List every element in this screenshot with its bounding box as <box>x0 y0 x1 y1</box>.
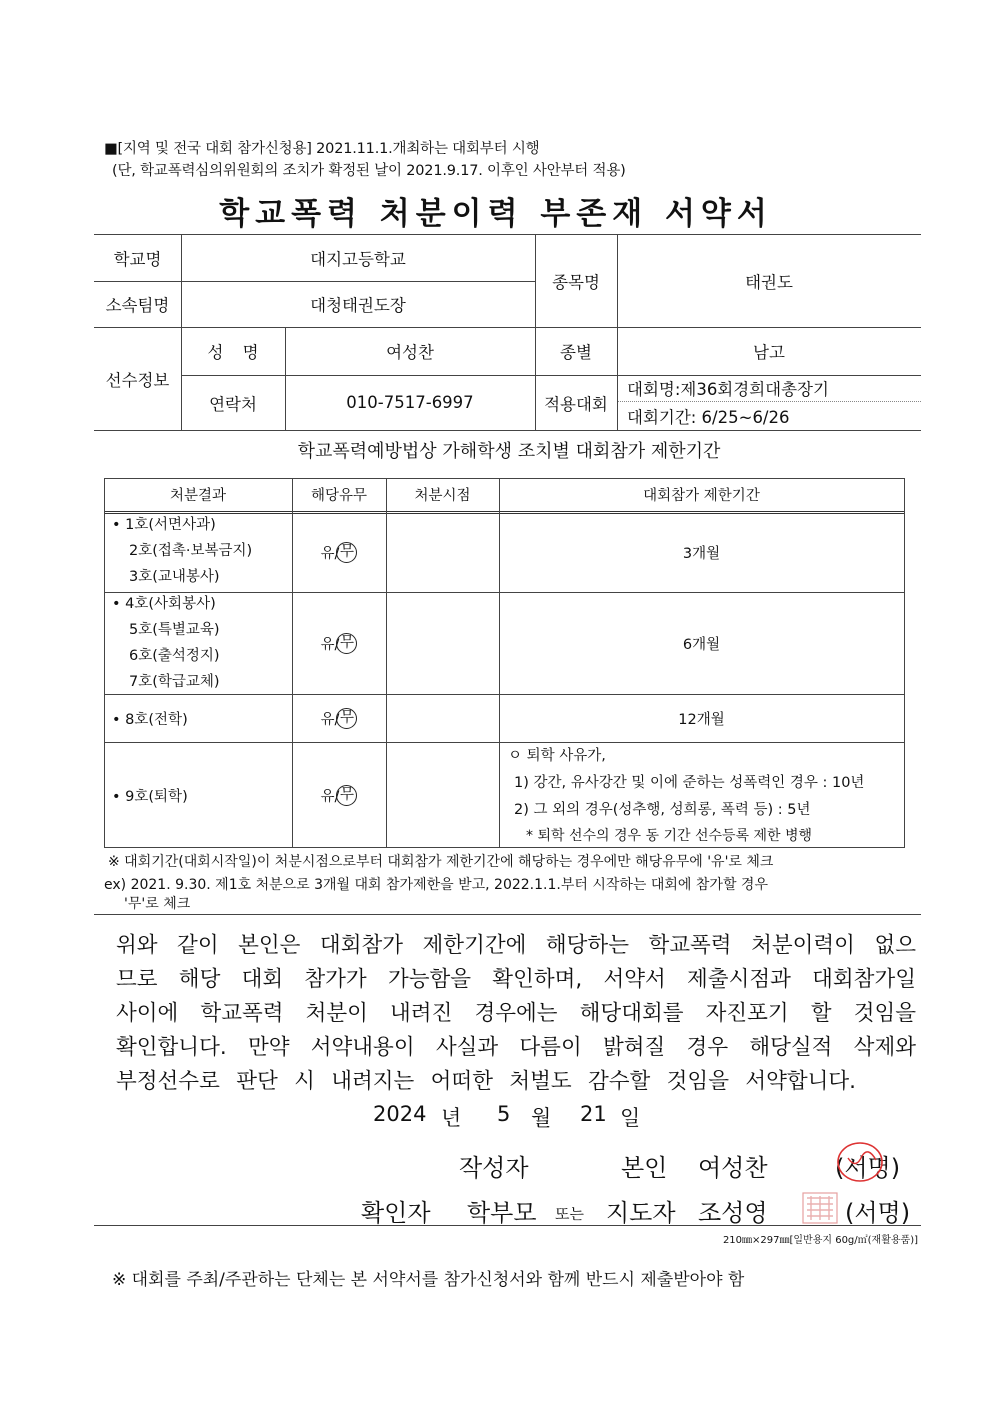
divider <box>94 914 921 915</box>
date-month: 5 <box>497 1102 511 1126</box>
row2-applicable <box>292 593 386 694</box>
row3-period: 12개월 <box>678 712 725 728</box>
divider <box>94 1225 921 1226</box>
writer-label: 작성자 <box>459 1154 529 1182</box>
row2-item-2: 5호(특별교육) <box>129 622 220 638</box>
row2-item-1: • 4호(사회봉사) <box>112 596 216 612</box>
yes-option: 유/ <box>320 712 340 728</box>
signature-mark-icon <box>832 1140 892 1186</box>
confirmer-label: 확인자 <box>361 1199 431 1227</box>
oath-line-4: 확인합니다. 만약 서약내용이 사실과 다름이 밝혀질 경우 해당실적 삭제와 <box>116 1035 916 1060</box>
document-title: 학교폭력 처분이력 부존재 서약서 <box>219 196 773 232</box>
no-option-circled: 무 <box>336 542 357 563</box>
row3-applicable <box>292 695 386 742</box>
contact-value: 010-7517-6997 <box>346 393 474 412</box>
oath-line-1: 위와 같이 본인은 대회참가 제한기간에 해당하는 학교폭력 처분이력이 없으 <box>116 933 916 958</box>
row4-period-line-2: 1) 강간, 유사강간 및 이에 준하는 성폭력인 경우 : 10년 <box>514 775 865 791</box>
team-label: 소속팀명 <box>105 296 170 315</box>
note-1: ※ 대회기간(대회시작일)이 처분시점으로부터 대회참가 제한기간에 해당하는 경우에만 해당유무에 '유'로 체크 <box>108 854 774 870</box>
footer-notice: ※ 대회를 주최/주관하는 단체는 본 서약서를 참가신청서와 함께 반드시 제출받아야 함 <box>112 1270 745 1290</box>
confirmer-role: 학부모 <box>467 1199 537 1227</box>
event-name: 대회명:제36회경희대총장기 <box>627 380 829 399</box>
writer-name: 여성찬 <box>698 1154 768 1182</box>
player-info-label: 선수정보 <box>105 370 170 390</box>
date-year-unit: 년 <box>441 1106 462 1130</box>
event-label: 적용대회 <box>544 394 608 414</box>
table-row <box>112 512 252 590</box>
team-value: 대청태권도장 <box>310 296 406 315</box>
table-title: 학교폭력예방법상 가해학생 조치별 대회참가 제한기간 <box>297 441 721 462</box>
school-value: 대지고등학교 <box>310 249 406 269</box>
no-option-circled: 무 <box>336 785 357 806</box>
table-row <box>112 591 220 695</box>
school-label: 학교명 <box>113 249 162 269</box>
row2-item-4: 7호(학급교체) <box>129 674 220 690</box>
gender-value: 남고 <box>753 343 785 362</box>
confirmer-name: 조성영 <box>698 1199 768 1227</box>
date-month-unit: 월 <box>531 1106 552 1130</box>
date-day-unit: 일 <box>620 1106 641 1130</box>
row4-applicable <box>292 743 386 847</box>
row1-item-2: 2호(접촉·보복금지) <box>129 543 253 559</box>
notice-line-2: (단, 학교폭력심의위원회의 조치가 확정된 날이 2021.9.17. 이후인 사안부터 적용) <box>112 163 626 179</box>
header-result: 처분결과 <box>169 488 227 504</box>
writer-role: 본인 <box>621 1154 668 1182</box>
header-applicable: 해당유무 <box>310 488 368 504</box>
confirmer-sign: (서명) <box>845 1199 911 1227</box>
seal-stamp-icon <box>802 1192 838 1224</box>
yes-option: 유/ <box>320 637 340 653</box>
oath-line-3: 사이에 학교폭력 처분이 내려진 경우에는 해당대회를 자진포기 할 것임을 <box>116 1001 916 1026</box>
sport-label: 종목명 <box>552 272 600 292</box>
date-day: 21 <box>580 1102 607 1126</box>
yes-option: 유/ <box>320 545 340 562</box>
notice-line-1: ■[지역 및 전국 대회 참가신청용] 2021.11.1.개최하는 대회부터 시행 <box>104 141 540 157</box>
header-period: 대회참가 제한기간 <box>643 488 760 504</box>
row1-period: 3개월 <box>682 545 721 562</box>
no-option-circled: 무 <box>336 708 357 729</box>
row1-item-1: • 1호(서면사과) <box>112 517 216 533</box>
gender-label: 종별 <box>560 343 592 362</box>
header-time: 처분시점 <box>414 488 471 504</box>
paper-spec: 210㎜×297㎜[일반용지 60g/㎡(재활용품)] <box>722 1235 918 1246</box>
note-3: '무'로 체크 <box>124 896 191 912</box>
row1-item-3: 3호(교내봉사) <box>129 569 220 585</box>
row4-period-line-1: ㅇ 퇴학 사유가, <box>508 748 606 764</box>
yes-option: 유/ <box>320 788 340 805</box>
writer-sign: (서명) <box>835 1154 901 1182</box>
contact-label: 연락처 <box>209 394 257 414</box>
note-2: ex) 2021. 9.30. 제1호 처분으로 3개월 대회 참가제한을 받고, 2022.1.1.부터 시작하는 대회에 참가할 경우 <box>104 877 768 893</box>
row3-item-1: • 8호(전학) <box>112 712 188 728</box>
confirmer-role2: 지도자 <box>606 1199 676 1227</box>
date-year: 2024 <box>373 1102 427 1126</box>
confirmer-or: 또는 <box>555 1205 584 1223</box>
event-period: 대회기간: 6/25~6/26 <box>627 408 790 427</box>
oath-line-2: 므로 해당 대회 참가가 가능함을 확인하며, 서약서 제출시점과 대회참가일 <box>116 967 916 992</box>
sport-value: 태권도 <box>745 272 793 292</box>
oath-line-5: 부정선수로 판단 시 내려지는 어떠한 처벌도 감수할 것임을 서약합니다. <box>116 1069 856 1094</box>
no-option-circled: 무 <box>336 633 357 654</box>
row2-item-3: 6호(출석정지) <box>129 648 220 664</box>
row4-period-line-4: * 퇴학 선수의 경우 동 기간 선수등록 제한 병행 <box>526 828 813 844</box>
name-label: 성 명 <box>207 343 259 362</box>
row4-item-1: • 9호(퇴학) <box>112 788 188 805</box>
row4-period-line-3: 2) 그 외의 경우(성추행, 성희롱, 폭력 등) : 5년 <box>514 802 811 818</box>
row2-period: 6개월 <box>682 637 721 653</box>
name-value: 여성찬 <box>386 343 434 362</box>
row1-applicable <box>292 512 386 592</box>
